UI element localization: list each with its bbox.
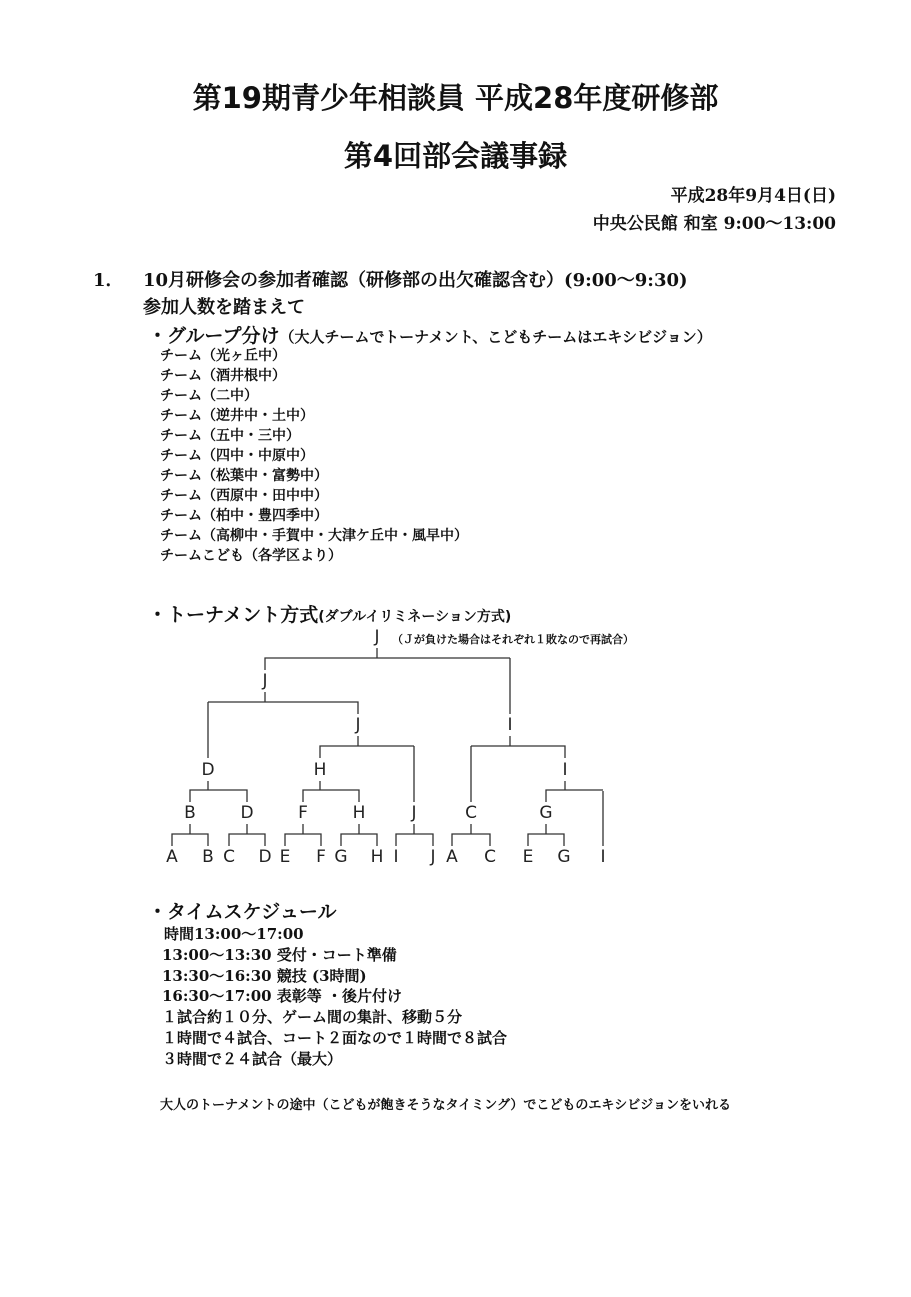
team-item: チーム（西原中・田中中） bbox=[160, 488, 328, 504]
round1-label: F bbox=[298, 803, 308, 823]
team-item: チーム（四中・中原中） bbox=[160, 448, 314, 464]
round3-label: J bbox=[355, 715, 361, 735]
leaf-label: E bbox=[279, 847, 291, 867]
round1-label: G bbox=[539, 803, 553, 823]
schedule-title: ・タイムスケジュール bbox=[148, 901, 337, 923]
leaf-label: A bbox=[166, 847, 178, 867]
bracket-labels bbox=[166, 627, 605, 867]
schedule-line: １時間で４試合、コート２面なので１時間で８試合 bbox=[162, 1028, 508, 1047]
round1-label: J bbox=[411, 803, 417, 823]
schedule-line: ３時間で２４試合（最大） bbox=[162, 1049, 343, 1068]
team-item: チームこども（各学区より） bbox=[160, 548, 342, 564]
team-item: チーム（柏中・豊四季中） bbox=[160, 508, 328, 524]
meeting-date: 平成28年9月4日(日) bbox=[670, 186, 836, 206]
schedule-line: 13:00～13:30 受付・コート準備 bbox=[162, 945, 397, 964]
team-item: チーム（二中） bbox=[160, 388, 258, 404]
winner-label: J bbox=[374, 627, 380, 647]
team-item: チーム（酒井根中） bbox=[160, 368, 286, 384]
tournament-style: (ダブルイリミネーション方式) bbox=[318, 609, 512, 625]
meeting-venue: 中央公民館 和室 9:00～13:00 bbox=[592, 214, 836, 234]
leaf-label: I bbox=[600, 847, 606, 867]
team-item: チーム（光ヶ丘中） bbox=[160, 348, 286, 364]
leaf-label: B bbox=[202, 847, 214, 867]
team-item: チーム（松葉中・富勢中） bbox=[160, 468, 328, 484]
round1-label: B bbox=[184, 803, 196, 823]
leaf-label: G bbox=[557, 847, 571, 867]
schedule-line: 16:30～17:00 表彰等 ・後片付け bbox=[162, 987, 403, 1006]
schedule-line: 13:30～16:30 競技 (3時間) bbox=[162, 966, 367, 985]
document-subtitle: 第4回部会議事録 bbox=[343, 139, 568, 173]
schedule-line: 時間13:00～17:00 bbox=[164, 925, 304, 943]
leaf-label: E bbox=[522, 847, 534, 867]
leaf-label: D bbox=[258, 847, 272, 867]
leaf-label: H bbox=[370, 847, 384, 867]
leaf-label: G bbox=[334, 847, 348, 867]
team-item: チーム（逆井中・土中） bbox=[160, 408, 314, 424]
group-title: ・グループ分け bbox=[148, 325, 280, 347]
section-number: 1． bbox=[93, 270, 124, 291]
tournament-title: ・トーナメント方式 bbox=[148, 604, 319, 626]
section-subheading: 参加人数を踏まえて bbox=[143, 297, 305, 318]
winner-note: （Ｊが負けた場合はそれぞれ１敗なので再試合） bbox=[392, 633, 634, 646]
team-item: チーム（高柳中・手賀中・大津ケ丘中・風早中） bbox=[160, 528, 468, 544]
schedule-line: １試合約１０分、ゲーム間の集計、移動５分 bbox=[162, 1008, 463, 1027]
leaf-label: C bbox=[484, 847, 496, 867]
group-note: （大人チームでトーナメント、こどもチームはエキシビジョン） bbox=[279, 328, 712, 346]
schedule-footnote: 大人のトーナメントの途中（こどもが飽きそうなタイミング）でこどものエキシビジョンをいれる bbox=[160, 1098, 731, 1113]
leaf-label: C bbox=[223, 847, 235, 867]
round1-label: H bbox=[352, 803, 366, 823]
round2-label: D bbox=[201, 760, 215, 780]
bracket-lines bbox=[172, 648, 603, 846]
section-heading: 10月研修会の参加者確認（研修部の出欠確認含む）(9:00～9:30) bbox=[143, 270, 688, 291]
round3-label: I bbox=[507, 715, 513, 735]
round2-label: H bbox=[313, 760, 327, 780]
leaf-label: F bbox=[316, 847, 326, 867]
team-item: チーム（五中・三中） bbox=[160, 428, 300, 444]
schedule-list bbox=[162, 924, 507, 1070]
leaf-label: J bbox=[430, 847, 436, 867]
round2-label: I bbox=[562, 760, 568, 780]
round1-label: D bbox=[240, 803, 254, 823]
leaf-label: A bbox=[446, 847, 458, 867]
round1-label: C bbox=[465, 803, 477, 823]
document-title: 第19期青少年相談員 平成28年度研修部 bbox=[192, 81, 719, 115]
round4-label: J bbox=[262, 671, 268, 691]
leaf-label: I bbox=[393, 847, 399, 867]
